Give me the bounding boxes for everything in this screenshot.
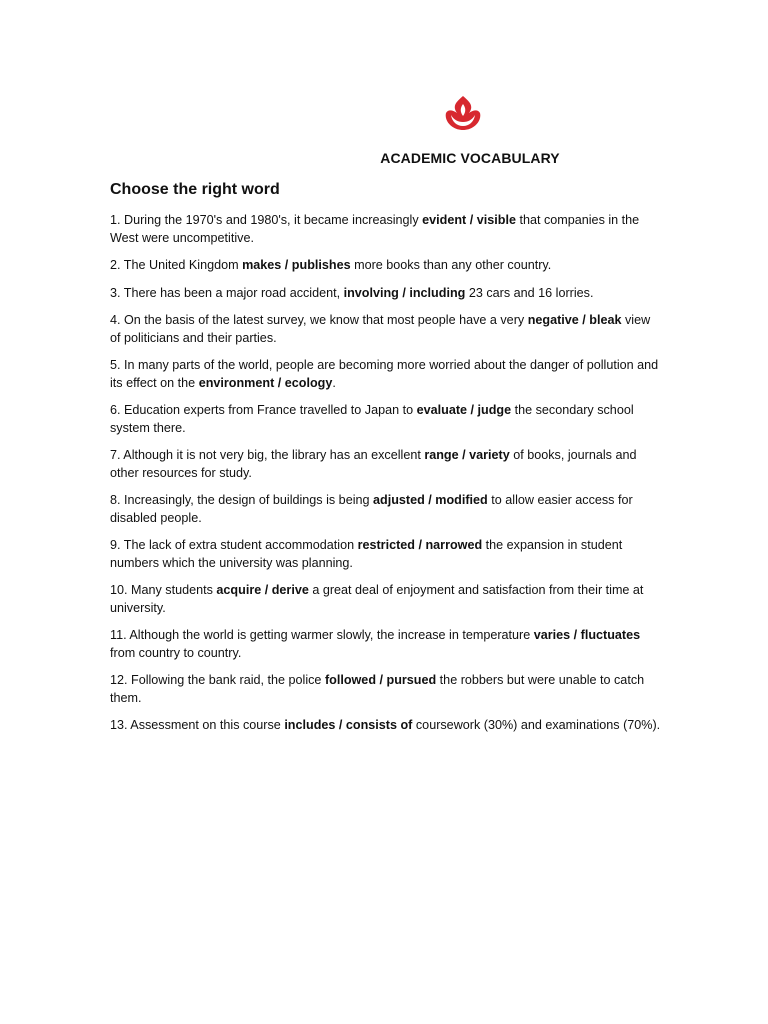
question-list	[110, 212, 662, 745]
question-text: 11. Although the world is getting warmer slowly, the increase in temperature	[110, 628, 534, 642]
question-item	[110, 257, 662, 275]
word-choice: negative / bleak	[527, 313, 622, 327]
question-item	[110, 285, 662, 303]
question-item	[110, 717, 662, 735]
word-choice: makes / publishes	[242, 258, 351, 272]
question-item	[110, 447, 662, 482]
word-choice: restricted / narrowed	[357, 538, 483, 552]
question-text: 2. The United Kingdom	[110, 258, 243, 272]
word-choice: adjusted / modified	[373, 493, 488, 507]
question-text: a great deal of enjoyment and satisfaction from their time at university.	[110, 583, 644, 615]
question-text: 1. During the 1970's and 1980's, it became increasingly	[110, 213, 423, 227]
question-item	[110, 582, 662, 617]
question-text: to allow easier access for disabled people.	[110, 493, 633, 525]
question-text: the robbers but were unable to catch them.	[110, 673, 645, 705]
question-text: 9. The lack of extra student accommodation	[110, 538, 358, 552]
question-item	[110, 312, 662, 347]
question-item	[110, 492, 662, 527]
question-item	[110, 672, 662, 707]
question-text: 5. In many parts of the world, people are becoming more worried about the danger of pollution and its effect on the	[110, 358, 659, 390]
flame-logo-icon	[443, 94, 483, 132]
question-text: 3. There has been a major road accident,	[110, 285, 344, 300]
question-item	[110, 357, 662, 392]
question-text: 8. Increasingly, the design of buildings is being	[110, 493, 373, 507]
question-text: coursework (30%) and examinations (70%).	[412, 718, 661, 732]
question-item	[110, 402, 662, 437]
page-title: ACADEMIC VOCABULARY	[380, 150, 560, 166]
section-heading: Choose the right word	[110, 181, 280, 198]
question-text: 12. Following the bank raid, the police	[110, 673, 325, 687]
word-choice: evident / visible	[422, 213, 516, 227]
word-choice: varies / fluctuates	[533, 628, 641, 642]
question-text: 7. Although it is not very big, the library has an excellent	[110, 448, 425, 462]
question-text: 4. On the basis of the latest survey, we know that most people have a very	[110, 313, 528, 327]
question-item	[110, 212, 662, 247]
word-choice: range / variety	[424, 448, 510, 462]
word-choice: environment / ecology	[198, 375, 333, 390]
question-item	[110, 537, 662, 572]
question-text: 6. Education experts from France travelled to Japan to	[110, 403, 417, 417]
question-text: more books than any other country.	[350, 258, 552, 272]
question-text: 23 cars and 16 lorries.	[465, 285, 594, 300]
question-text: the secondary school system there.	[110, 403, 634, 435]
question-text: .	[332, 375, 336, 390]
word-choice: evaluate / judge	[416, 403, 512, 417]
question-text: the expansion in student numbers which the university was planning.	[110, 538, 623, 570]
word-choice: involving / including	[343, 285, 466, 300]
word-choice: followed / pursued	[324, 673, 437, 687]
question-text: that companies in the West were uncompetitive.	[110, 213, 640, 245]
question-text: 13. Assessment on this course	[110, 718, 285, 732]
word-choice: acquire / derive	[216, 583, 309, 597]
word-choice: includes / consists of	[284, 718, 413, 732]
question-text: of books, journals and other resources for study.	[110, 448, 637, 480]
question-text: 10. Many students	[110, 583, 217, 597]
question-text: from country to country.	[110, 645, 242, 660]
question-text: view of politicians and their parties.	[110, 313, 651, 345]
question-item	[110, 627, 662, 662]
